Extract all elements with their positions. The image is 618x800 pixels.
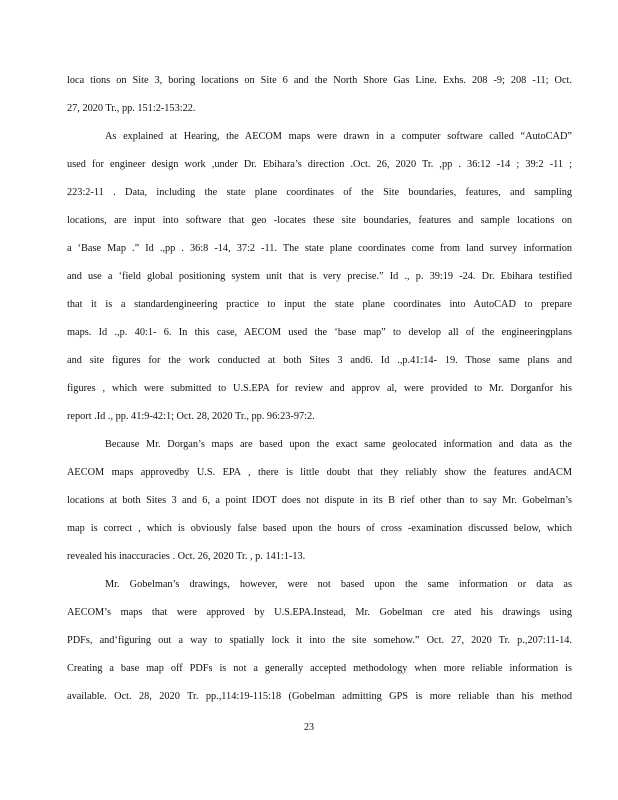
text-line-12: figures , which were submitted to U.S.EPA for review and approv al, were provided to Mr. Dorganfor his: [67, 383, 572, 394]
text-line-7: a ‘Base Map .” Id .,pp . 36:8 -14, 37:2 -11. The state plane coordinates come from land survey information: [67, 243, 572, 254]
text-line-18: revealed his inaccuracies . Oct. 26, 2020 Tr. , p. 141:1-13.: [67, 551, 306, 562]
text-line-5: 223:2-11 . Data, including the state plane coordinates of the Site boundaries, features, and sampling: [67, 187, 572, 198]
text-line-19: Mr. Gobelman’s drawings, however, were not based upon the same information or data as: [105, 579, 572, 590]
text-line-11: and site figures for the work conducted at both Sites 3 and6. Id .,p.41:14- 19. Those same plans and: [67, 355, 572, 366]
text-line-21: PDFs, and‘figuring out a way to spatially lock it into the site somehow.” Oct. 27, 2020 Tr. p.,207:11-14.: [67, 635, 572, 646]
text-line-1: loca tions on Site 3, boring locations on Site 6 and the North Shore Gas Line. Exhs. 208 -9; 208 -11; Oct.: [67, 75, 572, 86]
text-line-2: 27, 2020 Tr., pp. 151:2-153:22.: [67, 103, 196, 114]
text-line-23: available. Oct. 28, 2020 Tr. pp.,114:19-115:18 (Gobelman admitting GPS is more reliable than his method: [67, 691, 572, 702]
text-line-14: Because Mr. Dorgan’s maps are based upon the exact same geolocated information and data as the: [105, 439, 572, 450]
text-line-9: that it is a standardengineering practice to input the state plane coordinates into AutoCAD to prepare: [67, 299, 572, 310]
text-line-3: As explained at Hearing, the AECOM maps were drawn in a computer software called “AutoCAD”: [105, 131, 572, 142]
text-line-17: map is correct , which is obviously false based upon the hours of cross -examination discussed below, which: [67, 523, 572, 534]
text-line-6: locations, are input into software that geo -locates these site boundaries, features and sample locations on: [67, 215, 572, 226]
text-line-13: report .Id ., pp. 41:9-42:1; Oct. 28, 2020 Tr., pp. 96:23-97:2.: [67, 411, 315, 422]
text-line-8: and use a ‘field global positioning system unit that is very precise.” Id ., p. 39:19 -24. Dr. Ebihara testified: [67, 271, 572, 282]
text-line-16: locations at both Sites 3 and 6, a point IDOT does not dispute in its B rief other than to say Mr. Gobelman’s: [67, 495, 572, 506]
text-line-22: Creating a base map off PDFs is not a generally accepted methodology when more reliable information is: [67, 663, 572, 674]
text-line-10: maps. Id .,p. 40:1- 6. In this case, AECOM used the ‘base map” to develop all of the engineeringplans: [67, 327, 572, 338]
text-line-4: used for engineer design work ,under Dr. Ebihara’s direction .Oct. 26, 2020 Tr. ,pp . 36:12 -14 ; 39:2 -11 ;: [67, 159, 572, 170]
page-number: 23: [304, 722, 314, 733]
text-line-15: AECOM maps approvedby U.S. EPA , there is little doubt that they reliably show the features andACM: [67, 467, 572, 478]
text-line-20: AECOM’s maps that were approved by U.S.EPA.Instead, Mr. Gobelman cre ated his drawings using: [67, 607, 572, 618]
